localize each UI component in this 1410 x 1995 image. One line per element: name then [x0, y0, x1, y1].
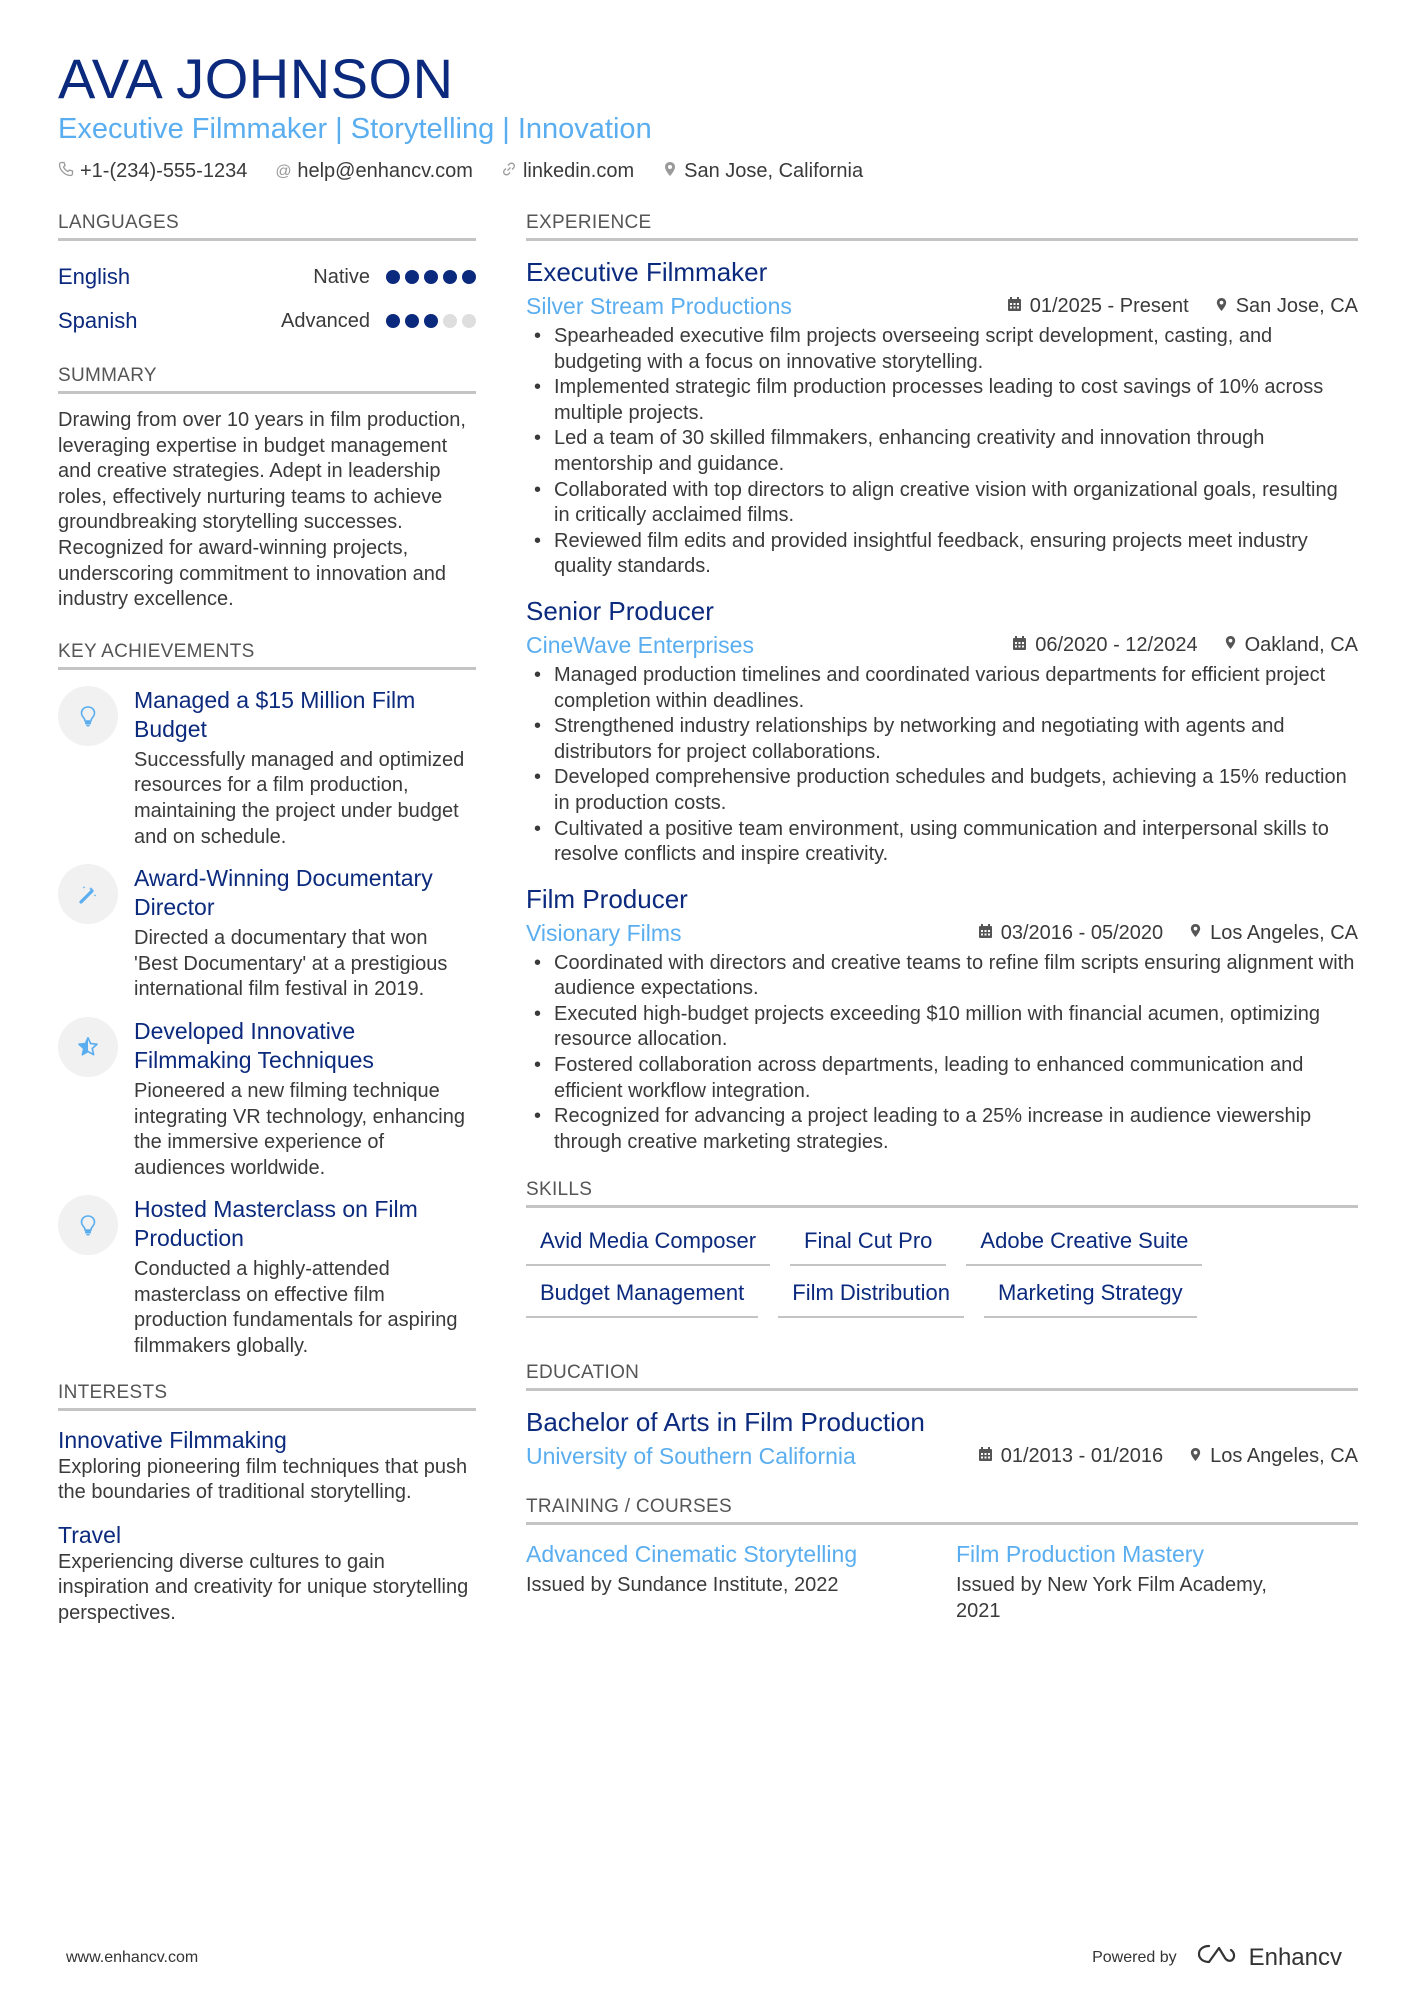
bullet-item: • Recognized for advancing a project leading to a 25% increase in audience viewership through creative marketing strategies.: [526, 1104, 1358, 1155]
job-bullets: [526, 324, 1358, 580]
contact-email[interactable]: [275, 160, 473, 183]
contact-bar: [58, 160, 1358, 183]
education-location: Los Angeles, CA: [1210, 1445, 1358, 1468]
contact-linkedin-text: linkedin.com: [522, 160, 635, 182]
dot-filled-icon: [443, 270, 457, 284]
dot-empty-icon: [443, 314, 457, 328]
course-list: [526, 1539, 1358, 1624]
bullet-item: • Collaborated with top directors to align creative vision with organizational goals, resulting in critically acclaimed films.: [526, 478, 1358, 529]
bullet-item: • Executed high-budget projects exceeding $10 million with financial acumen, optimizing resource allocation.: [526, 1002, 1358, 1053]
achievement-title: Award-Winning Documentary Director: [134, 865, 433, 921]
magic-wand-icon: [58, 864, 118, 924]
proficiency-dots: [386, 314, 476, 328]
enhancv-logo-icon: [1195, 1942, 1239, 1973]
dot-filled-icon: [405, 314, 419, 328]
phone-icon: [58, 161, 74, 182]
interest-item: [58, 1425, 476, 1506]
bullet-item: • Cultivated a positive team environment, using communication and interpersonal skills to resolve conflicts and inspire creativity.: [526, 817, 1358, 868]
lightbulb-icon: [58, 686, 118, 746]
bullet-item: • Managed production timelines and coordinated various departments for efficient project completion within deadlines.: [526, 663, 1358, 714]
training-section: [526, 1496, 1358, 1624]
job-entry: [526, 882, 1358, 1156]
job-bullets: [526, 663, 1358, 868]
calendar-icon: [1012, 635, 1027, 656]
job-title: Film Producer: [526, 883, 688, 914]
achievement-desc: Pioneered a new filming technique integrating VR technology, enhancing the immersive experience of audiences worldwide.: [134, 1079, 465, 1179]
job-entry: [526, 255, 1358, 580]
language-level: Native: [313, 265, 370, 288]
left-column: [58, 212, 476, 1641]
contact-phone[interactable]: [58, 160, 247, 183]
achievement-desc: Conducted a highly-attended masterclass on effective film production fundamentals for aspiring filmmakers globally.: [134, 1258, 458, 1358]
achievements-section: [58, 641, 476, 1360]
achievement-title: Hosted Masterclass on Film Production: [134, 1196, 418, 1252]
calendar-icon: [978, 1446, 993, 1467]
course-item: [956, 1539, 1302, 1624]
contact-location-text: San Jose, California: [684, 160, 864, 182]
job-location: San Jose, CA: [1235, 295, 1358, 317]
skills-list: [526, 1228, 1266, 1318]
education-entry: [526, 1405, 1358, 1470]
achievement-title: Developed Innovative Filmmaking Techniques: [134, 1017, 374, 1073]
course-issuer: Issued by New York Film Academy, 2021: [956, 1574, 1267, 1623]
job-title: Executive Filmmaker: [526, 257, 768, 287]
experience-section: [526, 212, 1358, 1155]
skill-tag: Adobe Creative Suite: [966, 1228, 1202, 1266]
job-dates: 06/2020 - 12/2024: [1035, 633, 1198, 656]
candidate-name: AVA JOHNSON: [58, 47, 454, 110]
bullet-item: • Spearheaded executive film projects overseeing script development, casting, and budgeting with a focus on innovative storytelling.: [526, 324, 1358, 375]
lightbulb-icon: [58, 1195, 118, 1255]
achievement-desc: Successfully managed and optimized resources for a film production, maintaining the project under budget and on schedule.: [134, 748, 465, 848]
course-issuer: Issued by Sundance Institute, 2022: [526, 1574, 839, 1597]
skill-tag: Film Distribution: [778, 1280, 964, 1318]
bullet-item: • Implemented strategic film production processes leading to cost savings of 10% across multiple projects.: [526, 375, 1358, 426]
section-title-skills: SKILLS: [526, 1179, 1358, 1208]
location-pin-icon: [1215, 296, 1228, 318]
bullet-item: • Fostered collaboration across departments, leading to enhanced communication and efficient workflow integration.: [526, 1053, 1358, 1104]
language-item: [58, 299, 476, 343]
interest-desc: Exploring pioneering film techniques that push the boundaries of traditional storytelling.: [58, 1455, 468, 1504]
page-footer: [66, 1942, 1342, 1973]
dot-filled-icon: [462, 270, 476, 284]
contact-phone-text: +1-(234)-555-1234: [80, 160, 248, 182]
powered-by-label: Powered by: [1092, 1948, 1177, 1966]
summary-text: Drawing from over 10 years in film production, leveraging expertise in budget management and creative strategies. Adept in leadership roles, effectively nurturing teams to achieve groundbreaking storytelling successes. Recognized for award-winning projects, underscoring commitment to innovation and industry excellence.: [58, 409, 466, 611]
job-dates: 01/2025 - Present: [1029, 295, 1189, 317]
dot-empty-icon: [462, 314, 476, 328]
language-name: English: [58, 264, 131, 289]
skill-tag: Marketing Strategy: [984, 1280, 1197, 1318]
bullet-item: • Reviewed film edits and provided insightful feedback, ensuring projects meet industry quality standards.: [526, 529, 1358, 580]
calendar-icon: [978, 923, 993, 944]
job-company: Silver Stream Productions: [526, 293, 792, 319]
language-item: [58, 255, 476, 299]
skill-tag: Budget Management: [526, 1280, 758, 1318]
dot-filled-icon: [405, 270, 419, 284]
contact-location: [662, 160, 863, 183]
at-icon: @: [275, 162, 292, 180]
job-entry: [526, 594, 1358, 868]
contact-linkedin[interactable]: [501, 160, 634, 183]
interest-item: [58, 1520, 476, 1627]
candidate-tagline: Executive Filmmaker | Storytelling | Innovation: [58, 113, 652, 145]
job-title: Senior Producer: [526, 595, 714, 626]
interest-title: Travel: [58, 1521, 122, 1548]
skill-tag: Final Cut Pro: [790, 1228, 946, 1266]
link-icon: [501, 161, 517, 182]
dot-filled-icon: [386, 314, 400, 328]
calendar-icon: [1007, 296, 1022, 317]
dot-filled-icon: [424, 314, 438, 328]
job-bullets: [526, 951, 1358, 1156]
achievement-desc: Directed a documentary that won 'Best Documentary' at a prestigious international film festival in 2019.: [134, 927, 448, 1001]
section-title-education: EDUCATION: [526, 1362, 1358, 1391]
achievement-item: [58, 1017, 476, 1181]
course-title: Advanced Cinematic Storytelling: [526, 1541, 858, 1568]
education-dates: 01/2013 - 01/2016: [1000, 1445, 1164, 1468]
dot-filled-icon: [386, 270, 400, 284]
section-title-summary: SUMMARY: [58, 365, 476, 394]
achievement-title: Managed a $15 Million Film Budget: [134, 686, 416, 742]
skill-tag: Avid Media Composer: [526, 1228, 770, 1266]
section-title-interests: INTERESTS: [58, 1382, 476, 1411]
bullet-item: • Coordinated with directors and creative teams to refine film scripts ensuring alignment with audience expectations.: [526, 951, 1358, 1002]
achievement-item: [58, 1195, 476, 1359]
job-location: Oakland, CA: [1244, 633, 1358, 656]
footer-website-link[interactable]: www.enhancv.com: [66, 1948, 199, 1966]
bullet-item: • Developed comprehensive production schedules and budgets, achieving a 15% reduction in production costs.: [526, 765, 1358, 816]
degree-title: Bachelor of Arts in Film Production: [526, 1407, 925, 1438]
enhancv-logo[interactable]: [1195, 1942, 1342, 1973]
language-name: Spanish: [58, 308, 138, 333]
school-name: University of Southern California: [526, 1443, 856, 1470]
job-company: CineWave Enterprises: [526, 631, 754, 658]
resume-header: [58, 48, 1358, 183]
section-title-experience: EXPERIENCE: [526, 212, 1358, 241]
languages-section: [58, 212, 476, 343]
bullet-item: • Strengthened industry relationships by networking and negotiating with agents and distributors for project collaborations.: [526, 714, 1358, 765]
interest-title: Innovative Filmmaking: [58, 1426, 287, 1453]
section-title-languages: LANGUAGES: [58, 212, 476, 241]
job-location: Los Angeles, CA: [1210, 921, 1358, 944]
location-pin-icon: [662, 161, 678, 182]
language-level: Advanced: [281, 309, 370, 332]
job-dates: 03/2016 - 05/2020: [1000, 921, 1164, 944]
contact-email-text: help@enhancv.com: [297, 160, 473, 182]
bullet-item: • Led a team of 30 skilled filmmakers, enhancing creativity and innovation through mentorship and guidance.: [526, 426, 1358, 477]
proficiency-dots: [386, 270, 476, 284]
achievement-item: [58, 686, 476, 850]
right-column: [526, 212, 1358, 1625]
summary-section: [58, 365, 476, 613]
course-title: Film Production Mastery: [956, 1541, 1204, 1568]
powered-by: [1092, 1942, 1342, 1973]
skills-section: [526, 1179, 1358, 1318]
enhancv-logo-text: Enhancv: [1248, 1943, 1342, 1971]
achievement-item: [58, 864, 476, 1003]
location-pin-icon: [1189, 1446, 1202, 1468]
location-pin-icon: [1189, 922, 1202, 944]
interests-section: [58, 1382, 476, 1627]
location-pin-icon: [1224, 634, 1237, 656]
job-company: Visionary Films: [526, 919, 682, 946]
education-section: [526, 1362, 1358, 1470]
section-title-achievements: KEY ACHIEVEMENTS: [58, 641, 476, 670]
course-item: [526, 1539, 872, 1624]
star-half-icon: [58, 1017, 118, 1077]
interest-desc: Experiencing diverse cultures to gain inspiration and creativity for unique storytelling perspectives.: [58, 1550, 469, 1625]
section-title-training: TRAINING / COURSES: [526, 1496, 1358, 1525]
dot-filled-icon: [424, 270, 438, 284]
